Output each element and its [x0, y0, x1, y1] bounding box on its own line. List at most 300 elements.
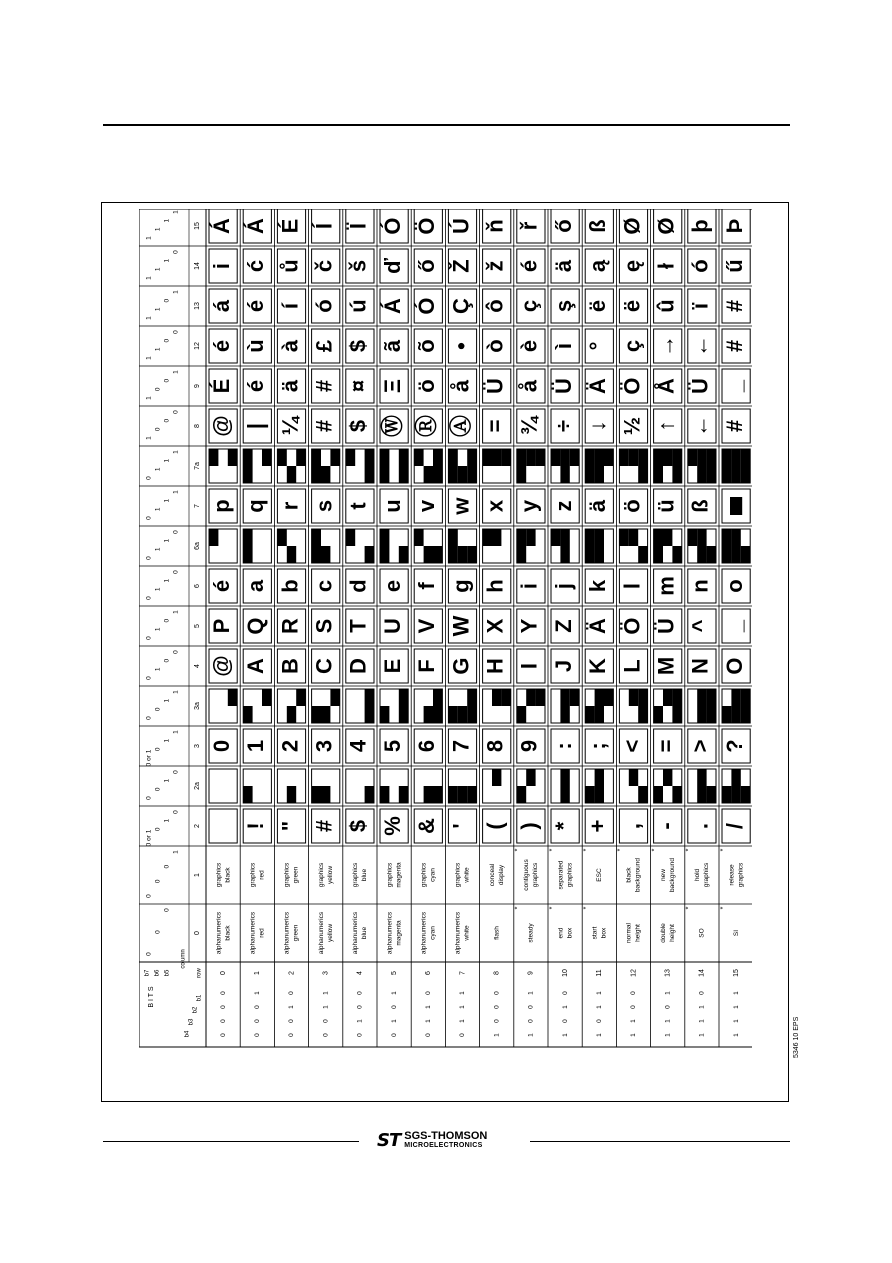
- row-bit: 0: [561, 1019, 569, 1023]
- graphics-control-label: display: [497, 864, 505, 886]
- graphics-control-label: hold: [694, 868, 702, 882]
- graphics-control-label: background: [668, 858, 676, 892]
- mosaic-segment: [585, 466, 594, 483]
- graphics-control-label: black: [224, 867, 232, 883]
- glyph-char: 3: [311, 739, 337, 753]
- glyph-char: -: [653, 822, 679, 830]
- mosaic-segment: [448, 529, 457, 546]
- mosaic-segment: [638, 786, 647, 803]
- mosaic-segment: [595, 466, 604, 483]
- mosaic-segment: [312, 529, 321, 546]
- graphics-marker: *: [719, 848, 727, 852]
- glyph-char: a: [243, 579, 269, 593]
- row-bit: 0: [390, 1033, 398, 1037]
- graphics-control-label: new: [659, 869, 667, 881]
- glyph-char: Ø: [653, 217, 679, 235]
- mosaic-segment: [672, 706, 681, 723]
- glyph-char: Ξ: [379, 378, 405, 394]
- alpha-control-label: end: [557, 927, 565, 939]
- mosaic-segment: [560, 466, 569, 483]
- alpha-marker: *: [719, 906, 727, 910]
- mosaic-segment: [560, 546, 569, 563]
- glyph-char: è: [516, 339, 542, 353]
- graphics-control-label: graphics: [215, 862, 223, 888]
- row-bit: 1: [527, 991, 535, 995]
- alpha-control-label: alphanumerics: [420, 911, 428, 955]
- row-bit: 0: [288, 1033, 296, 1037]
- glyph-char: $: [345, 819, 371, 833]
- glyph-char: ű: [721, 259, 747, 273]
- mosaic-segment: [741, 706, 750, 723]
- mosaic-segment: [414, 449, 423, 466]
- mosaic-segment: [517, 466, 526, 483]
- glyph-char: ←: [687, 335, 713, 357]
- column-bit: 1: [172, 290, 180, 294]
- column-label: 7: [193, 504, 201, 508]
- row-bit: 1: [664, 1033, 672, 1037]
- glyph-char: ì: [550, 342, 576, 350]
- footer-rule-right: [530, 1141, 790, 1142]
- row-bit: 0: [459, 1033, 467, 1037]
- glyph-char: |: [243, 422, 269, 430]
- row-bit: 0: [664, 1005, 672, 1009]
- mosaic-segment: [697, 546, 706, 563]
- mosaic-segment: [467, 706, 476, 723]
- glyph-char: ,: [619, 822, 645, 830]
- mosaic-segment: [467, 449, 476, 466]
- column-bit: 0: [145, 556, 153, 560]
- mosaic-segment: [312, 466, 321, 483]
- alpha-control-label: magenta: [395, 920, 403, 946]
- column-bit: 0: [145, 476, 153, 480]
- row-bit: 1: [493, 1033, 501, 1037]
- glyph-char: 5: [379, 739, 405, 753]
- glyph-char: ř: [516, 221, 542, 231]
- row-bit: 1: [732, 991, 740, 995]
- footer-rule-left: [103, 1141, 359, 1142]
- mosaic-segment: [672, 786, 681, 803]
- mosaic-segment: [321, 706, 330, 723]
- mosaic-segment: [697, 449, 706, 466]
- row-bit: 1: [459, 1019, 467, 1023]
- glyph-char: D: [345, 658, 371, 674]
- graphics-control-label: contiguous: [523, 859, 531, 891]
- mosaic-segment: [380, 706, 389, 723]
- column-bit: 1: [145, 276, 153, 280]
- mosaic-segment: [526, 449, 535, 466]
- mosaic-segment: [551, 529, 560, 546]
- mosaic-segment: [707, 546, 716, 563]
- row-bit: 0: [425, 991, 433, 995]
- mosaic-segment: [467, 786, 476, 803]
- mosaic-segment: [663, 769, 672, 786]
- mosaic-segment: [731, 546, 740, 563]
- mosaic-segment: [604, 689, 613, 706]
- glyph-char: J: [550, 659, 576, 673]
- column-label: 6a: [193, 542, 201, 550]
- mosaic-segment: [595, 689, 604, 706]
- mosaic-segment: [629, 449, 638, 466]
- glyph-char: /: [721, 822, 747, 830]
- alpha-control-label: green: [292, 924, 300, 942]
- glyph-char: :: [550, 742, 576, 750]
- graphics-control-label: white: [463, 867, 471, 883]
- mosaic-segment: [595, 769, 604, 786]
- mosaic-segment: [526, 689, 535, 706]
- glyph-char: _: [721, 379, 747, 393]
- glyph-char: G: [448, 657, 474, 675]
- mosaic-segment: [526, 529, 535, 546]
- bits-label: B I T S: [147, 986, 155, 1008]
- bit-name: b3: [188, 1018, 195, 1026]
- glyph-char: É: [277, 218, 303, 234]
- glyph-char: #: [721, 299, 747, 313]
- glyph-char: ½: [619, 416, 645, 436]
- mosaic-segment: [560, 689, 569, 706]
- glyph-char: ←: [687, 415, 713, 437]
- column-bit: 1: [163, 458, 171, 463]
- glyph-char: ": [277, 820, 303, 832]
- mosaic-segment: [483, 449, 492, 466]
- mosaic-segment: [380, 466, 389, 483]
- graphics-marker: *: [651, 848, 659, 852]
- glyph-char: Á: [243, 218, 269, 234]
- mosaic-segment: [629, 689, 638, 706]
- mosaic-segment: [697, 769, 706, 786]
- glyph-char: M: [653, 656, 679, 676]
- mosaic-segment: [483, 529, 492, 546]
- glyph-char: l: [619, 582, 645, 590]
- mosaic-segment: [458, 786, 467, 803]
- mosaic-segment: [619, 449, 628, 466]
- mosaic-segment: [585, 546, 594, 563]
- glyph-char: Z: [550, 619, 576, 633]
- glyph-char: ć: [243, 259, 269, 273]
- row-bit: 1: [390, 1019, 398, 1023]
- mosaic-segment: [399, 449, 408, 466]
- mosaic-segment: [365, 786, 374, 803]
- mosaic-segment: [638, 449, 647, 466]
- row-bit: 1: [596, 1005, 604, 1009]
- st-logo-icon: ST: [377, 1130, 401, 1151]
- column-bit: 0: [163, 338, 171, 343]
- row-number: 3: [322, 971, 330, 975]
- glyph-char: ö: [414, 379, 440, 393]
- glyph-char: j: [550, 582, 576, 590]
- row-number: 0: [219, 971, 227, 975]
- glyph-char: Ü: [687, 378, 713, 394]
- glyph-char: U: [379, 618, 405, 634]
- column-bit: 1: [163, 258, 171, 263]
- row-bit: 1: [356, 1019, 364, 1023]
- mosaic-segment: [741, 546, 750, 563]
- mosaic-segment: [448, 466, 457, 483]
- glyph-char: @: [208, 415, 234, 437]
- row-bit: 1: [596, 991, 604, 995]
- column-label: 5: [193, 624, 201, 628]
- mosaic-segment: [365, 449, 374, 466]
- mosaic-segment: [424, 466, 433, 483]
- graphics-control-label: graphics: [566, 862, 574, 888]
- glyph-char: *: [550, 821, 576, 831]
- glyph-char: é: [243, 299, 269, 313]
- mosaic-segment: [262, 449, 271, 466]
- glyph-char: ó: [687, 259, 713, 273]
- mosaic-segment: [433, 786, 442, 803]
- mosaic-segment: [654, 529, 663, 546]
- column-bit: 1: [172, 370, 180, 374]
- graphics-control-label: blue: [361, 868, 369, 882]
- glyph-char: û: [653, 299, 679, 313]
- row-number: 14: [698, 969, 706, 977]
- row-bit: 1: [425, 1019, 433, 1023]
- glyph-char: ç: [619, 339, 645, 353]
- row-bit: 0: [254, 1005, 262, 1009]
- column-bit: 1: [145, 436, 153, 440]
- alpha-marker: *: [583, 906, 591, 910]
- alpha-control-label: flash: [493, 926, 501, 940]
- glyph-char: S: [311, 618, 337, 634]
- mosaic-segment: [585, 706, 594, 723]
- mosaic-segment: [243, 706, 252, 723]
- mosaic-segment: [380, 546, 389, 563]
- glyph-char: r: [277, 501, 303, 511]
- glyph-char: ü: [653, 499, 679, 513]
- column-bit: 1: [172, 850, 180, 854]
- graphics-control-label: yellow: [326, 865, 334, 885]
- column-bit: 0: [154, 747, 162, 752]
- glyph-char: i: [516, 582, 542, 590]
- graphics-control-label: graphics: [737, 862, 745, 888]
- glyph-char: →: [653, 335, 679, 357]
- glyph-char: Ž: [448, 259, 474, 273]
- graphics-control-label: ESC: [596, 868, 604, 882]
- glyph-char: k: [585, 579, 611, 593]
- row-bit: 1: [732, 1019, 740, 1023]
- graphics-marker: *: [617, 848, 625, 852]
- glyph-char: ': [448, 823, 474, 829]
- glyph-char: ä: [277, 379, 303, 393]
- mosaic-segment: [287, 706, 296, 723]
- mosaic-segment: [654, 706, 663, 723]
- mosaic-segment: [433, 546, 442, 563]
- row-bit: 0: [527, 1019, 535, 1023]
- glyph-char: w: [448, 497, 474, 515]
- column-bit: 1: [145, 316, 153, 320]
- glyph-char: N: [687, 658, 713, 674]
- alpha-control-label: alphanumerics: [283, 911, 291, 955]
- mosaic-segment: [365, 466, 374, 483]
- graphics-control-label: release: [728, 864, 736, 886]
- glyph-char: ä: [550, 259, 576, 273]
- column-bit: 0: [145, 636, 153, 640]
- glyph-char: t: [345, 502, 371, 510]
- glyph-char: p: [208, 499, 234, 513]
- mosaic-segment: [467, 546, 476, 563]
- mosaic-segment: [663, 689, 672, 706]
- column-bit: 0: [145, 596, 153, 600]
- alpha-marker: *: [548, 906, 556, 910]
- column-bit: 1: [163, 538, 171, 543]
- glyph-char: ë: [619, 299, 645, 313]
- alpha-control-label: box: [566, 927, 574, 939]
- glyph-char: 2: [277, 739, 303, 753]
- glyph-char: 7: [448, 739, 474, 753]
- graphics-marker: *: [583, 848, 591, 852]
- header-rule: [103, 124, 790, 126]
- mosaic-segment: [585, 529, 594, 546]
- glyph-char: g: [448, 579, 474, 593]
- column-label: 9: [193, 384, 201, 388]
- glyph-char: °: [585, 341, 611, 351]
- row-number: 13: [664, 969, 672, 977]
- mosaic-segment: [585, 449, 594, 466]
- glyph-char: å: [448, 379, 474, 393]
- mosaic-segment: [570, 689, 579, 706]
- column-bit: 1: [154, 587, 162, 592]
- glyph-cell: [209, 809, 237, 843]
- glyph-char: Ú: [448, 218, 474, 234]
- mosaic-segment: [722, 706, 731, 723]
- mosaic-segment: [697, 529, 706, 546]
- column-bit: 0: [145, 796, 153, 800]
- glyph-char: W: [448, 615, 474, 637]
- graphics-control-label: graphics: [532, 862, 540, 888]
- glyph-char: x: [482, 499, 508, 513]
- column-axis-label: column: [180, 949, 187, 969]
- glyph-char: é: [208, 579, 234, 593]
- glyph-char: q: [243, 499, 269, 513]
- mosaic-segment: [365, 706, 374, 723]
- glyph-char: ë: [585, 299, 611, 313]
- column-bit: 0: [163, 298, 171, 303]
- mosaic-segment: [228, 449, 237, 466]
- graphics-marker: *: [548, 848, 556, 852]
- mosaic-segment: [638, 689, 647, 706]
- teletext-character-set-table: [139, 209, 752, 1052]
- glyph-char: á: [208, 299, 234, 313]
- mosaic-segment: [330, 449, 339, 466]
- glyph-char: Ⓐ: [448, 414, 474, 438]
- column-label: 12: [193, 342, 201, 350]
- column-bit: 1: [145, 396, 153, 400]
- glyph-char: ↓: [585, 420, 611, 432]
- row-bit: 1: [254, 991, 262, 995]
- column-bit: 1: [163, 498, 171, 503]
- glyph-char: Ⓦ: [379, 414, 405, 438]
- mosaic-segment: [707, 449, 716, 466]
- row-bit: 0: [254, 1019, 262, 1023]
- graphics-control-label: background: [634, 858, 642, 892]
- glyph-char: ő: [550, 219, 576, 233]
- mosaic-segment: [517, 706, 526, 723]
- alpha-control-label: normal: [625, 923, 633, 943]
- row-bit: 0: [322, 1019, 330, 1023]
- mosaic-segment: [731, 529, 740, 546]
- glyph-char: ÷: [550, 419, 576, 433]
- column-bit: 0: [172, 250, 180, 254]
- column-bit: 1: [172, 730, 180, 734]
- column-bit: 1: [163, 218, 171, 223]
- mosaic-segment: [380, 529, 389, 546]
- column-bit: 0 or 1: [145, 749, 153, 767]
- glyph-char: %: [379, 816, 405, 836]
- mosaic-segment: [424, 706, 433, 723]
- alpha-control-label: steady: [527, 923, 535, 943]
- graphics-control-label: graphics: [703, 862, 711, 888]
- mosaic-segment: [604, 449, 613, 466]
- row-bit: 1: [698, 1005, 706, 1009]
- glyph-char: Ö: [619, 377, 645, 395]
- row-axis-label: row: [196, 968, 203, 978]
- mosaic-segment: [448, 546, 457, 563]
- graphics-control-label: graphics: [249, 862, 257, 888]
- graphics-control-label: magenta: [395, 862, 403, 888]
- mosaic-segment: [731, 786, 740, 803]
- mosaic-segment: [277, 449, 286, 466]
- column-bit: 0: [172, 810, 180, 814]
- glyph-char: d: [345, 579, 371, 593]
- glyph-char: Ö: [619, 617, 645, 635]
- column-bit: 0: [154, 827, 162, 832]
- mosaic-segment: [722, 449, 731, 466]
- glyph-char: é: [243, 379, 269, 393]
- alpha-control-label: cyan: [429, 926, 437, 940]
- mosaic-segment: [399, 689, 408, 706]
- document-id: 5346 10 EPS: [793, 1016, 800, 1058]
- glyph-char: h: [482, 579, 508, 593]
- glyph-char: £: [311, 339, 337, 353]
- mosaic-segment: [492, 449, 501, 466]
- mosaic-segment: [312, 546, 321, 563]
- glyph-char: Ö: [414, 217, 440, 235]
- graphics-control-label: separated: [557, 860, 565, 890]
- glyph-char: Ü: [550, 378, 576, 394]
- row-bit: 1: [561, 1005, 569, 1009]
- mosaic-segment: [560, 706, 569, 723]
- glyph-char: ^: [687, 619, 713, 633]
- graphics-control-label: conceal: [488, 863, 496, 887]
- row-bit: 0: [493, 1005, 501, 1009]
- glyph-char: ò: [482, 339, 508, 353]
- column-label: 15: [193, 222, 201, 230]
- mosaic-segment: [243, 529, 252, 546]
- mosaic-segment: [688, 449, 697, 466]
- mosaic-segment: [228, 689, 237, 706]
- row-bit: 1: [527, 1033, 535, 1037]
- mosaic-segment: [346, 529, 355, 546]
- glyph-char: b: [277, 579, 303, 593]
- glyph-char: P: [208, 618, 234, 634]
- mosaic-segment: [595, 546, 604, 563]
- mosaic-segment: [380, 786, 389, 803]
- column-bit: 0: [154, 879, 162, 884]
- mosaic-segment: [312, 449, 321, 466]
- column-bit: 1: [172, 450, 180, 454]
- mosaic-segment: [296, 449, 305, 466]
- mosaic-segment: [243, 449, 252, 466]
- mosaic-segment: [638, 706, 647, 723]
- alpha-control-label: blue: [361, 926, 369, 940]
- mosaic-segment: [731, 706, 740, 723]
- row-number: 12: [630, 969, 638, 977]
- glyph-char: ę: [619, 259, 645, 273]
- mosaic-segment: [330, 689, 339, 706]
- mosaic-segment: [731, 769, 740, 786]
- mosaic-segment: [365, 546, 374, 563]
- row-bit: 0: [630, 1005, 638, 1009]
- mosaic-segment: [741, 466, 750, 483]
